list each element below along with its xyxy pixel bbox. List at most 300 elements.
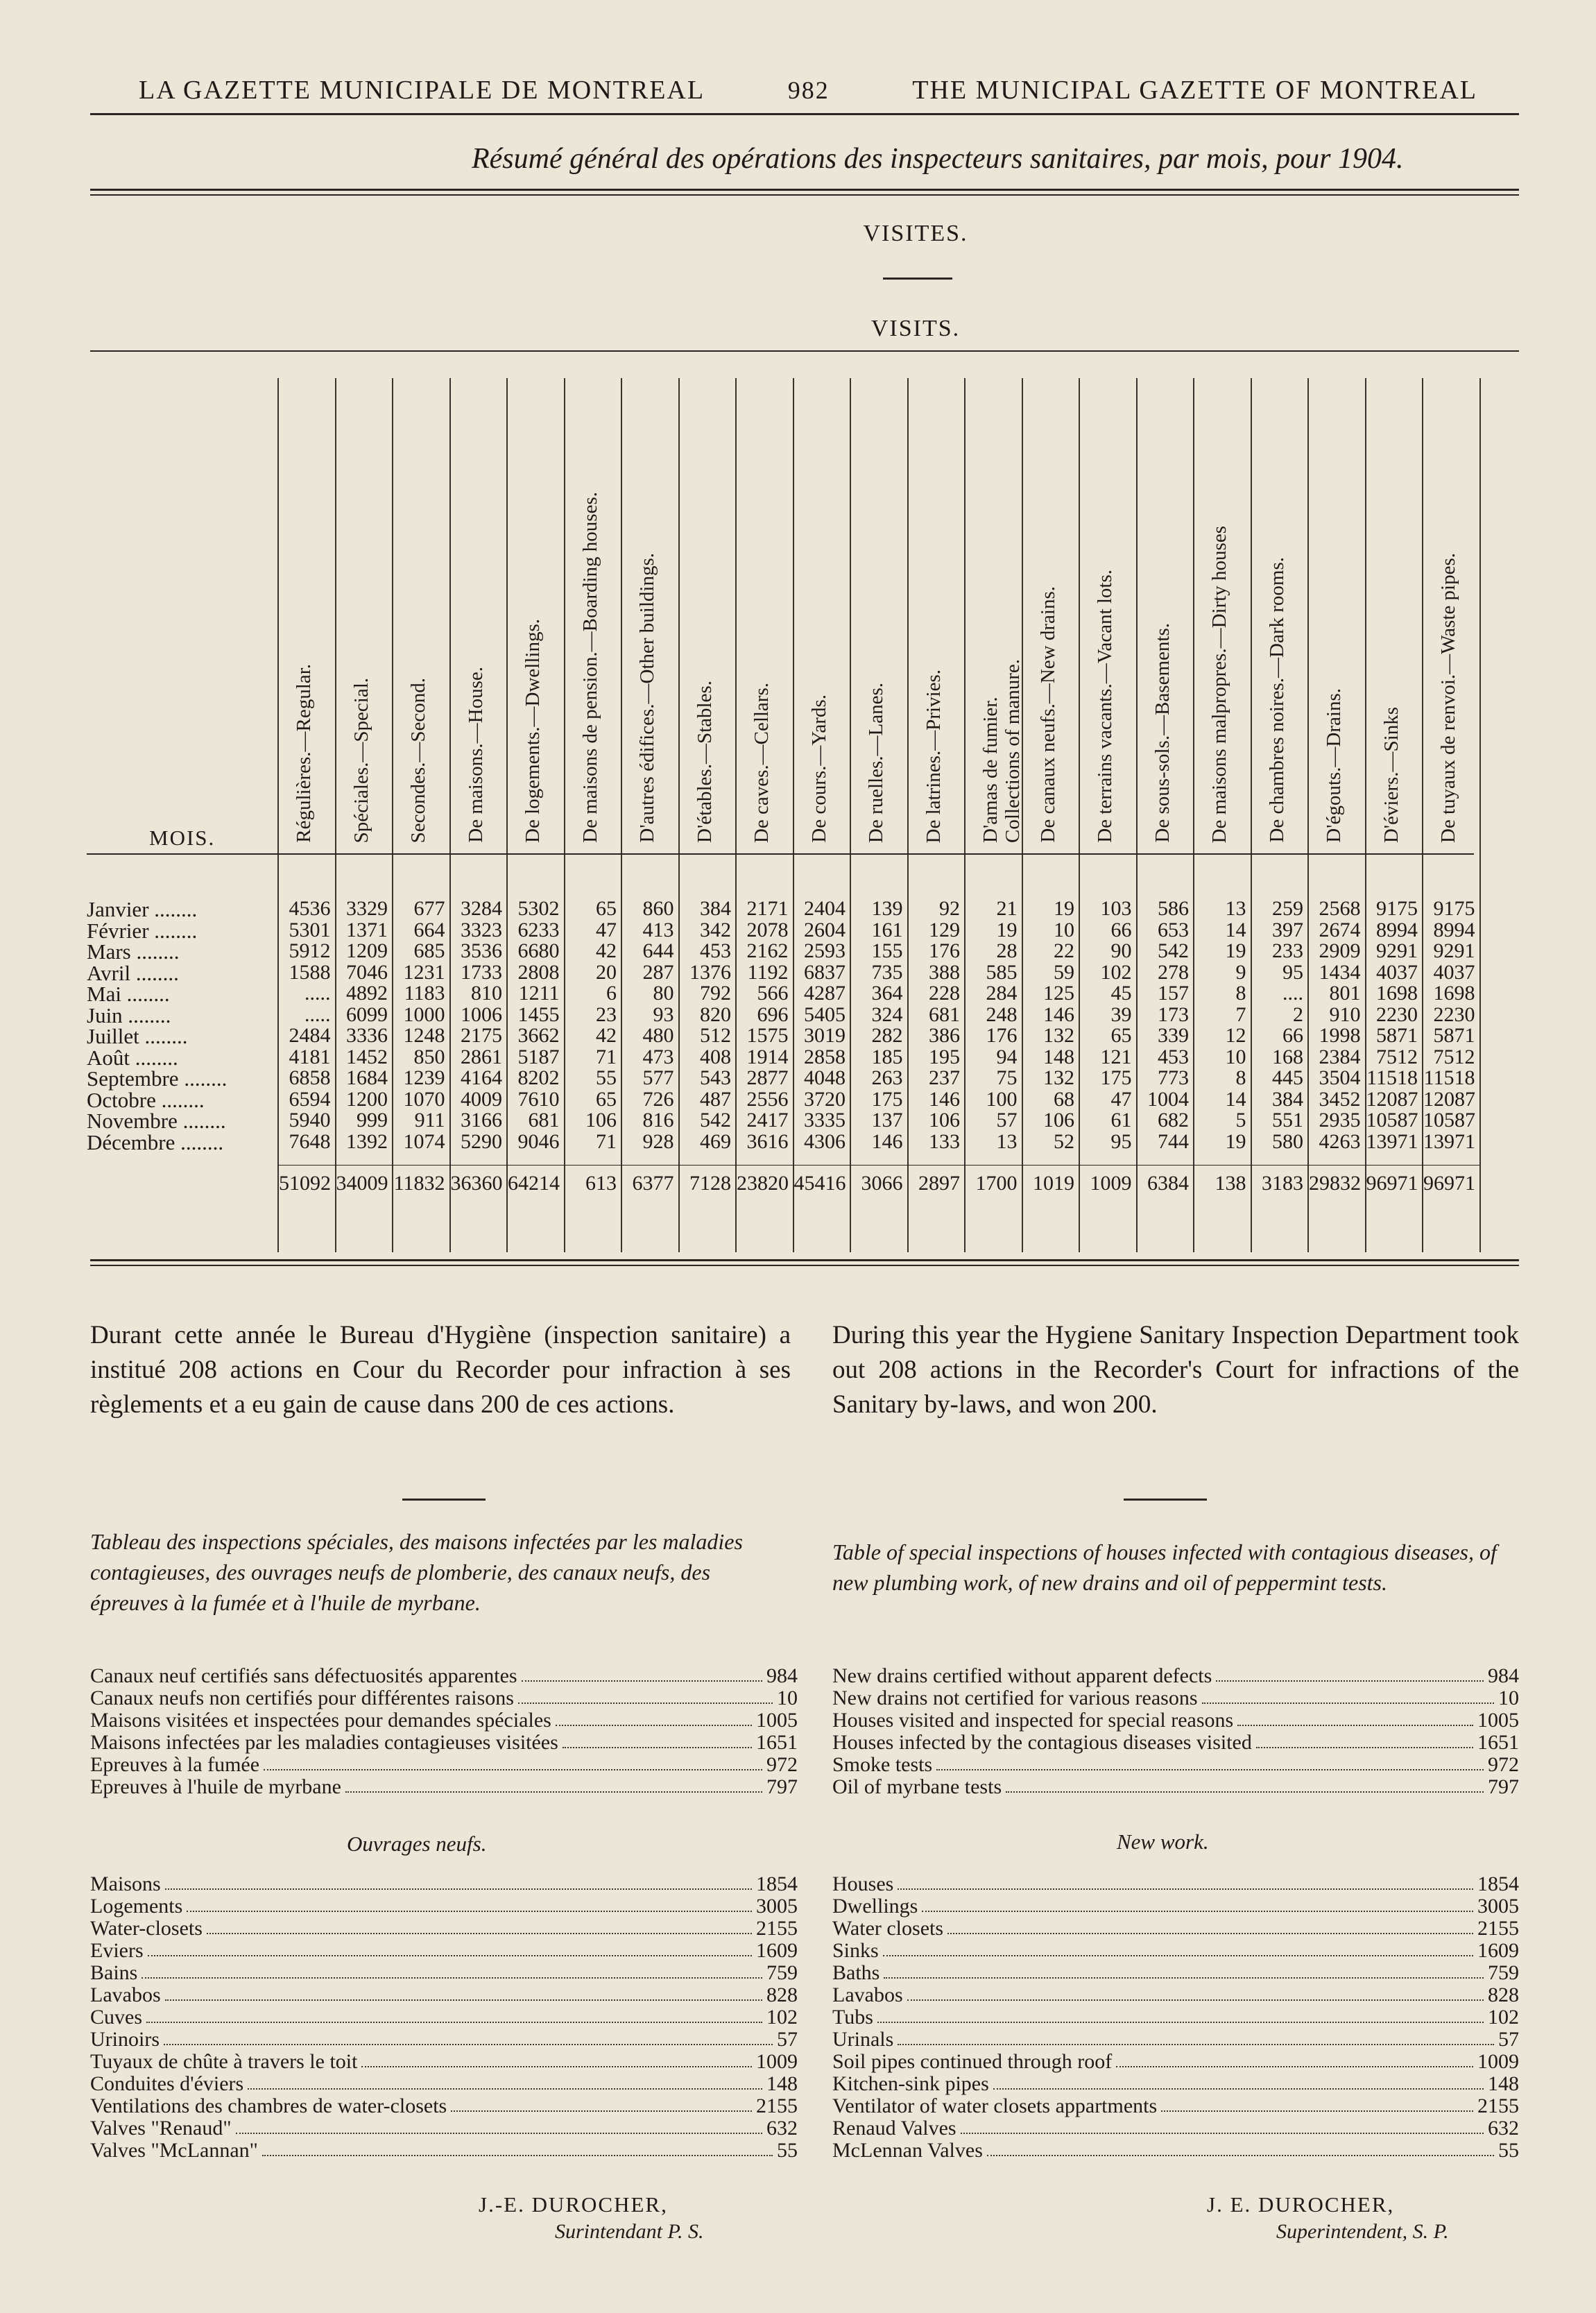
- table-cell: 792: [700, 982, 731, 1005]
- total-cell: 96971: [1366, 1172, 1418, 1195]
- table-cell: 23: [596, 1002, 617, 1026]
- table-cell: 5871: [1433, 1024, 1475, 1047]
- list-item-label: Sinks: [832, 1939, 879, 1962]
- total-cell: 51092: [279, 1172, 331, 1195]
- list-item-value: 1854: [756, 1872, 798, 1895]
- month-label: Août ........: [87, 1045, 178, 1070]
- list-item-label: Bains: [90, 1961, 138, 1984]
- work-title-fr: Ouvrages neufs.: [347, 1832, 487, 1856]
- leader-dots: [987, 2140, 1494, 2156]
- table-cell: 1074: [403, 1129, 445, 1153]
- leader-dots: [518, 1687, 773, 1704]
- table-cell: 176: [929, 939, 960, 962]
- leader-dots: [1161, 2095, 1473, 2112]
- total-cell: 1700: [975, 1172, 1018, 1195]
- leader-dots: [961, 2117, 1484, 2134]
- table-cell: 13971: [1366, 1129, 1418, 1153]
- table-bottom-rule-2: [90, 1265, 1519, 1266]
- list-item-label: Canaux neuf certifiés sans défectuosités apparentes: [90, 1664, 517, 1687]
- list-item: [832, 2073, 1519, 2095]
- table-bottom-rule-1: [90, 1259, 1519, 1261]
- list-item: [832, 1776, 1519, 1798]
- list-item-label: Urinoirs: [90, 2028, 160, 2051]
- leader-dots: [248, 2073, 762, 2090]
- table-cell: 1455: [517, 1002, 560, 1026]
- table-cell: 2858: [804, 1045, 846, 1068]
- total-cell: 2897: [918, 1172, 960, 1195]
- leader-dots: [877, 2006, 1484, 2023]
- table-cell: 342: [700, 918, 731, 941]
- table-cell: 773: [1158, 1066, 1189, 1089]
- table-cell: 173: [1158, 1002, 1189, 1026]
- total-cell: 613: [585, 1172, 617, 1195]
- table-cell: 1588: [289, 960, 331, 984]
- table-cell: 3019: [804, 1024, 846, 1047]
- table-cell: 2175: [461, 1024, 502, 1047]
- table-cell: 810: [471, 982, 502, 1005]
- leader-dots: [141, 1962, 762, 1979]
- table-cell: 1914: [746, 1045, 789, 1068]
- table-cell: 1434: [1319, 960, 1361, 984]
- table-cell: 233: [1272, 939, 1303, 962]
- column-header: De maisons de pension.—Boarding houses.: [578, 492, 601, 843]
- table-cell: 3166: [461, 1109, 502, 1132]
- list-item: [832, 2029, 1519, 2051]
- table-cell: 146: [1043, 1002, 1074, 1026]
- table-cell: 157: [1158, 982, 1189, 1005]
- total-cell: 96971: [1423, 1172, 1475, 1195]
- column-header: Secondes.—Second.: [407, 677, 429, 843]
- table-cell: 4048: [804, 1066, 846, 1089]
- month-label: Novembre ........: [87, 1109, 226, 1133]
- table-cell: 9: [1235, 960, 1246, 984]
- table-cell: 928: [642, 1129, 674, 1153]
- list-item-value: 632: [1488, 2117, 1519, 2140]
- list-item-value: 1009: [1477, 2050, 1519, 2073]
- table-cell: 364: [871, 982, 903, 1005]
- table-cell: 5871: [1376, 1024, 1418, 1047]
- table-cell: 8: [1235, 1066, 1246, 1089]
- table-cell: 287: [642, 960, 674, 984]
- table-cell: 10: [1054, 918, 1074, 941]
- visits-table: [87, 350, 1474, 1252]
- leader-dots: [361, 2051, 752, 2067]
- leader-dots: [522, 1665, 762, 1682]
- table-cell: 12: [1225, 1024, 1246, 1047]
- special-caption-en: Table of special inspections of houses infected with contagious diseases, of new plumbing work, of new drains and oil of peppermint tests.: [832, 1539, 1497, 1595]
- leader-dots: [907, 1984, 1484, 2001]
- mois-label: MOIS.: [149, 826, 216, 850]
- table-cell: 132: [1043, 1024, 1074, 1047]
- list-item-value: 2155: [1477, 1917, 1519, 1940]
- list-item-label: Cuves: [90, 2006, 142, 2029]
- list-item-label: Soil pipes continued through roof: [832, 2050, 1113, 2073]
- list-item-value: 828: [766, 1983, 798, 2006]
- table-cell: 7512: [1433, 1045, 1475, 1068]
- total-cell: 6377: [632, 1172, 674, 1195]
- table-cell: 4009: [461, 1087, 502, 1111]
- leader-dots: [262, 2140, 773, 2156]
- table-cell: 2230: [1376, 1002, 1418, 1026]
- table-cell: 3284: [461, 897, 502, 920]
- table-cell: 10587: [1366, 1109, 1418, 1132]
- table-cell: 28: [996, 939, 1018, 962]
- leader-dots: [148, 1940, 752, 1956]
- list-item-label: Epreuves à l'huile de myrbane: [90, 1775, 341, 1798]
- list-item-value: 759: [1488, 1961, 1519, 1984]
- table-cell: 176: [986, 1024, 1018, 1047]
- table-cell: .....: [304, 1002, 331, 1026]
- list-item-value: 10: [1498, 1687, 1519, 1709]
- table-cell: 65: [1110, 1024, 1132, 1047]
- table-cell: 653: [1158, 918, 1189, 941]
- table-cell: 644: [642, 939, 674, 962]
- table-cell: 860: [642, 897, 674, 920]
- list-item: [832, 1940, 1519, 1962]
- total-cell: 64214: [508, 1172, 560, 1195]
- month-label: Juillet ........: [87, 1024, 188, 1048]
- list-item: [90, 2051, 798, 2073]
- list-item-value: 1651: [756, 1731, 798, 1754]
- list-item: [832, 1962, 1519, 1984]
- table-cell: 3452: [1319, 1087, 1361, 1111]
- table-cell: 57: [996, 1109, 1018, 1132]
- list-item: [832, 1665, 1519, 1687]
- table-cell: 1209: [346, 939, 388, 962]
- list-item-value: 2155: [756, 2094, 798, 2117]
- table-cell: 14: [1225, 918, 1246, 941]
- total-cell: 1019: [1033, 1172, 1074, 1195]
- list-item: [832, 2051, 1519, 2073]
- table-cell: 5: [1235, 1109, 1246, 1132]
- table-cell: 1200: [346, 1087, 388, 1111]
- table-cell: 4892: [346, 982, 388, 1005]
- list-item-value: 797: [1488, 1775, 1519, 1798]
- table-cell: .....: [304, 982, 331, 1005]
- table-cell: 106: [585, 1109, 617, 1132]
- table-cell: 6594: [289, 1087, 331, 1111]
- list-item: [90, 1984, 798, 2006]
- column-divider: [1479, 378, 1481, 1252]
- column-header: De latrines.—Privies.: [922, 669, 945, 843]
- month-label: Février ........: [87, 918, 198, 943]
- table-cell: 9046: [517, 1129, 560, 1153]
- table-cell: 3335: [804, 1109, 846, 1132]
- leader-dots: [898, 1873, 1473, 1890]
- total-cell: 6384: [1147, 1172, 1189, 1195]
- table-cell: 5405: [804, 1002, 846, 1026]
- table-cell: 384: [700, 897, 731, 920]
- table-cell: 259: [1272, 897, 1303, 920]
- table-cell: 42: [596, 1024, 617, 1047]
- total-cell: 3183: [1262, 1172, 1303, 1195]
- list-item-value: 55: [777, 2139, 798, 2162]
- list-item: [90, 1709, 798, 1732]
- list-item: [832, 2117, 1519, 2140]
- column-header: D'étables.—Stables.: [693, 681, 716, 843]
- list-item-label: Water-closets: [90, 1917, 203, 1940]
- list-item: [90, 2073, 798, 2095]
- table-cell: 9175: [1433, 897, 1475, 920]
- month-label: Juin ........: [87, 1002, 171, 1027]
- leader-dots: [187, 1895, 752, 1912]
- table-cell: 682: [1158, 1109, 1189, 1132]
- list-item-value: 1609: [1477, 1939, 1519, 1962]
- list-item: [832, 2140, 1519, 2162]
- table-cell: 10587: [1423, 1109, 1475, 1132]
- table-cell: 75: [996, 1066, 1018, 1089]
- table-cell: 102: [1100, 960, 1132, 984]
- header-right: THE MUNICIPAL GAZETTE OF MONTREAL: [912, 76, 1477, 105]
- table-cell: 324: [871, 1002, 903, 1026]
- leader-dots: [1216, 1665, 1484, 1682]
- table-cell: 512: [700, 1024, 731, 1047]
- leader-dots: [1116, 2051, 1473, 2067]
- title-rule-2: [90, 194, 1519, 196]
- leader-dots: [883, 1940, 1473, 1956]
- table-cell: 1183: [404, 982, 445, 1005]
- list-item-label: McLennan Valves: [832, 2139, 983, 2162]
- list-item-value: 102: [1488, 2006, 1519, 2029]
- table-cell: 1371: [346, 918, 388, 941]
- table-cell: 59: [1054, 960, 1074, 984]
- list-item-label: New drains not certified for various reasons: [832, 1687, 1198, 1709]
- header-left: LA GAZETTE MUNICIPALE DE MONTREAL: [139, 76, 705, 105]
- list-item-value: 1005: [1477, 1709, 1519, 1732]
- list-item: [90, 1732, 798, 1754]
- leader-dots: [264, 1754, 762, 1770]
- page-title: Résumé général des opérations des inspecteurs sanitaires, par mois, pour 1904.: [472, 143, 1404, 175]
- table-cell: 61: [1110, 1109, 1132, 1132]
- leader-dots: [947, 1918, 1473, 1934]
- list-item: [90, 1873, 798, 1895]
- list-item: [90, 1918, 798, 1940]
- list-item-value: 1854: [1477, 1872, 1519, 1895]
- table-cell: 5187: [517, 1045, 560, 1068]
- signature-role-en: Superintendent, S. P.: [1276, 2220, 1449, 2243]
- total-cell: 138: [1215, 1172, 1246, 1195]
- list-item-label: Lavabos: [90, 1983, 161, 2006]
- table-cell: 744: [1158, 1129, 1189, 1153]
- leader-dots: [884, 1962, 1484, 1979]
- list-item: [90, 2029, 798, 2051]
- list-item-value: 984: [766, 1664, 798, 1687]
- list-item-value: 10: [777, 1687, 798, 1709]
- list-item: [90, 2095, 798, 2117]
- list-item-label: Ventilator of water closets appartments: [832, 2094, 1158, 2117]
- leader-dots: [922, 1895, 1473, 1912]
- month-label: Décembre ........: [87, 1129, 224, 1154]
- list-item-value: 1009: [756, 2050, 798, 2073]
- total-cell: 45416: [793, 1172, 846, 1195]
- total-cell: 34009: [336, 1172, 388, 1195]
- list-item-label: Baths: [832, 1961, 880, 1984]
- list-item-value: 797: [766, 1775, 798, 1798]
- table-cell: 282: [871, 1024, 903, 1047]
- table-cell: 1698: [1376, 982, 1418, 1005]
- table-cell: 999: [357, 1109, 388, 1132]
- running-head: [139, 69, 1477, 111]
- section-divider: [883, 278, 952, 280]
- table-cell: 585: [986, 960, 1018, 984]
- table-cell: 3616: [746, 1129, 789, 1153]
- table-cell: 125: [1043, 982, 1074, 1005]
- table-cell: 735: [871, 960, 903, 984]
- leader-dots: [898, 2029, 1494, 2045]
- leader-dots: [165, 1984, 762, 2001]
- column-header: Spéciales.—Special.: [350, 677, 372, 843]
- table-cell: 6233: [517, 918, 560, 941]
- work-title-en: New work.: [1117, 1829, 1209, 1854]
- list-item-label: Houses: [832, 1872, 894, 1895]
- totals-rule: [277, 1165, 1479, 1166]
- list-item-label: Tubs: [832, 2006, 873, 2029]
- table-cell: 3720: [804, 1087, 846, 1111]
- list-item: [832, 2006, 1519, 2029]
- column-header: D'autres édifices.—Other buildings.: [636, 553, 658, 843]
- list-item-value: 3005: [1477, 1895, 1519, 1918]
- list-item: [832, 2095, 1519, 2117]
- table-cell: 2861: [461, 1045, 502, 1068]
- list-item-label: Valves "Renaud": [90, 2117, 232, 2140]
- table-cell: 1452: [346, 1045, 388, 1068]
- table-cell: 1239: [403, 1066, 445, 1089]
- month-label: Octobre ........: [87, 1087, 205, 1112]
- table-cell: 384: [1272, 1087, 1303, 1111]
- column-header: D'amas de fumier. Collections of manure.: [979, 659, 1024, 843]
- table-cell: 681: [929, 1002, 960, 1026]
- table-cell: 2162: [746, 939, 789, 962]
- list-item: [832, 1895, 1519, 1918]
- table-cell: 577: [642, 1066, 674, 1089]
- table-cell: 6099: [346, 1002, 388, 1026]
- table-cell: 388: [929, 960, 960, 984]
- column-header: D'éviers.—Sinks: [1380, 706, 1402, 843]
- column-header: De cours.—Yards.: [807, 694, 830, 843]
- leader-dots: [207, 1918, 752, 1934]
- signature-role-fr: Surintendant P. S.: [555, 2220, 704, 2243]
- table-cell: 95: [1110, 1129, 1132, 1153]
- table-cell: 453: [1158, 1045, 1189, 1068]
- column-header: De chambres noires.—Dark rooms.: [1265, 557, 1288, 843]
- total-cell: 29832: [1309, 1172, 1361, 1195]
- list-item-label: Valves "McLannan": [90, 2139, 258, 2162]
- list-item: [90, 1687, 798, 1709]
- table-cell: 4287: [804, 982, 846, 1005]
- table-cell: 146: [929, 1087, 960, 1111]
- list-item: [832, 1984, 1519, 2006]
- divider-en: [1124, 1499, 1207, 1501]
- table-cell: 801: [1329, 982, 1361, 1005]
- table-cell: 339: [1158, 1024, 1189, 1047]
- table-cell: 453: [700, 939, 731, 962]
- list-item-value: 828: [1488, 1983, 1519, 2006]
- table-cell: 13971: [1423, 1129, 1475, 1153]
- table-cell: 133: [929, 1129, 960, 1153]
- list-item-label: Tuyaux de chûte à travers le toit: [90, 2050, 358, 2073]
- leader-dots: [451, 2095, 752, 2112]
- list-item-value: 984: [1488, 1664, 1519, 1687]
- work-list-fr: [90, 1873, 798, 2162]
- table-cell: 542: [1158, 939, 1189, 962]
- column-header: D'égouts.—Drains.: [1323, 688, 1345, 843]
- table-cell: 1684: [346, 1066, 388, 1089]
- table-cell: 106: [1043, 1109, 1074, 1132]
- list-item-value: 148: [766, 2072, 798, 2095]
- list-item-value: 1609: [756, 1939, 798, 1962]
- table-cell: 6858: [289, 1066, 331, 1089]
- list-item-label: Eviers: [90, 1939, 144, 1962]
- table-cell: 93: [653, 1002, 674, 1026]
- table-cell: 92: [939, 897, 960, 920]
- table-cell: 47: [1110, 1087, 1132, 1111]
- table-cell: 13: [1225, 897, 1246, 920]
- table-cell: 52: [1054, 1129, 1074, 1153]
- table-cell: 66: [1110, 918, 1132, 941]
- column-header: De caves.—Cellars.: [750, 682, 773, 843]
- list-item: [90, 2140, 798, 2162]
- table-cell: 132: [1043, 1066, 1074, 1089]
- table-cell: 168: [1272, 1045, 1303, 1068]
- table-cell: 6: [606, 982, 617, 1005]
- table-cell: 7: [1235, 1002, 1246, 1026]
- list-item-value: 57: [777, 2028, 798, 2051]
- table-cell: 2877: [746, 1066, 789, 1089]
- list-item-value: 3005: [756, 1895, 798, 1918]
- leader-dots: [1006, 1776, 1484, 1793]
- table-cell: 2384: [1319, 1045, 1361, 1068]
- column-header: De ruelles.—Lanes.: [865, 682, 887, 843]
- table-cell: 696: [757, 1002, 789, 1026]
- leader-dots: [236, 2117, 762, 2134]
- table-cell: 1392: [346, 1129, 388, 1153]
- table-cell: 9175: [1376, 897, 1418, 920]
- table-cell: 7610: [517, 1087, 560, 1111]
- special-list-en: [832, 1665, 1519, 1798]
- table-cell: 195: [929, 1045, 960, 1068]
- table-cell: 237: [929, 1066, 960, 1089]
- table-cell: 408: [700, 1045, 731, 1068]
- table-cell: 2404: [804, 897, 846, 920]
- table-cell: 12087: [1366, 1087, 1418, 1111]
- table-cell: 473: [642, 1045, 674, 1068]
- table-cell: 816: [642, 1109, 674, 1132]
- table-cell: 3504: [1319, 1066, 1361, 1089]
- list-item-label: Houses infected by the contagious diseases visited: [832, 1731, 1252, 1754]
- table-cell: 1006: [461, 1002, 502, 1026]
- table-cell: 850: [413, 1045, 445, 1068]
- table-cell: 68: [1054, 1087, 1074, 1111]
- table-cell: 487: [700, 1087, 731, 1111]
- table-cell: 284: [986, 982, 1018, 1005]
- table-cell: 8: [1235, 982, 1246, 1005]
- table-cell: 469: [700, 1129, 731, 1153]
- table-cell: 1231: [403, 960, 445, 984]
- table-cell: 5912: [289, 939, 331, 962]
- column-header: De tuyaux de renvoi.—Waste pipes.: [1437, 552, 1459, 843]
- table-cell: 1000: [403, 1002, 445, 1026]
- list-item-value: 102: [766, 2006, 798, 2029]
- list-item-label: Conduites d'éviers: [90, 2072, 244, 2095]
- table-cell: 47: [596, 918, 617, 941]
- table-cell: 4536: [289, 897, 331, 920]
- column-header: De terrains vacants.—Vacant lots.: [1094, 570, 1116, 843]
- table-cell: 9291: [1433, 939, 1475, 962]
- table-cell: 71: [596, 1045, 617, 1068]
- total-cell: 11832: [393, 1172, 445, 1195]
- table-cell: 185: [871, 1045, 903, 1068]
- table-cell: 129: [929, 918, 960, 941]
